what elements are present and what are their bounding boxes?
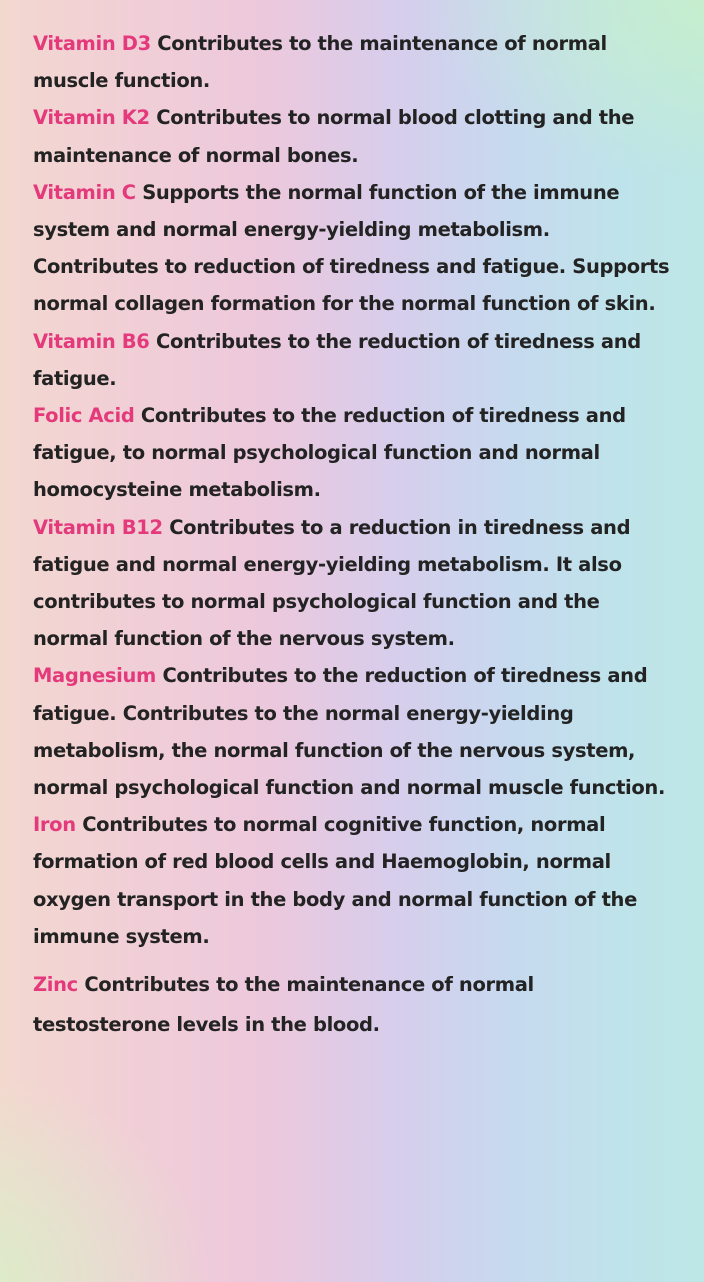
nutrient-name: Vitamin K2 [33, 106, 150, 130]
nutrient-list [33, 25, 673, 1045]
nutrient-entry-folic-acid [33, 397, 673, 509]
nutrient-entry-vitamin-b6 [33, 323, 673, 397]
nutrient-name: Vitamin C [33, 180, 136, 204]
nutrient-description: Contributes to the reduction of tiredness and fatigue. [33, 329, 641, 390]
nutrient-name: Magnesium [33, 664, 156, 688]
nutrient-entry-magnesium [33, 657, 673, 806]
nutrient-name: Vitamin B12 [33, 515, 163, 539]
nutrient-name: Zinc [33, 973, 78, 997]
nutrient-description: Contributes to the maintenance of normal muscle function. [33, 32, 607, 93]
nutrient-description: Contributes to normal blood clotting and the maintenance of normal bones. [33, 106, 635, 167]
nutrient-description: Contributes to the maintenance of normal testosterone levels in the blood. [33, 973, 534, 1037]
nutrient-name: Iron [33, 813, 76, 837]
nutrient-name: Vitamin B6 [33, 329, 150, 353]
nutrient-name: Vitamin D3 [33, 32, 151, 55]
nutrient-entry-vitamin-d3 [33, 25, 673, 99]
nutrient-description: Contributes to a reduction in tiredness and fatigue and normal energy-yielding metabolism. It also contributes to normal psychological function and the normal function of the nervous system. [33, 515, 631, 651]
nutrient-description: Supports the normal function of the immune system and normal energy-yielding metabolism. Contributes to reduction of tiredness and fatigue. Supports normal collagen formation for the normal function of skin. [33, 180, 670, 316]
nutrient-entry-zinc [33, 965, 673, 1045]
nutrient-description: Contributes to the reduction of tiredness and fatigue. Contributes to the normal energy-yielding metabolism, the normal function of the nervous system, normal psychological function and normal muscle function. [33, 664, 666, 800]
nutrient-entry-vitamin-b12 [33, 509, 673, 658]
nutrient-description: Contributes to the reduction of tiredness and fatigue, to normal psychological function and normal homocysteine metabolism. [33, 404, 626, 502]
nutrient-entry-vitamin-c [33, 174, 673, 323]
nutrient-entry-vitamin-k2 [33, 99, 673, 173]
nutrient-description: Contributes to normal cognitive function, normal formation of red blood cells and Haemoglobin, normal oxygen transport in the body and normal function of the immune system. [33, 813, 637, 948]
nutrient-name: Folic Acid [33, 404, 135, 428]
nutrient-entry-iron [33, 806, 673, 955]
